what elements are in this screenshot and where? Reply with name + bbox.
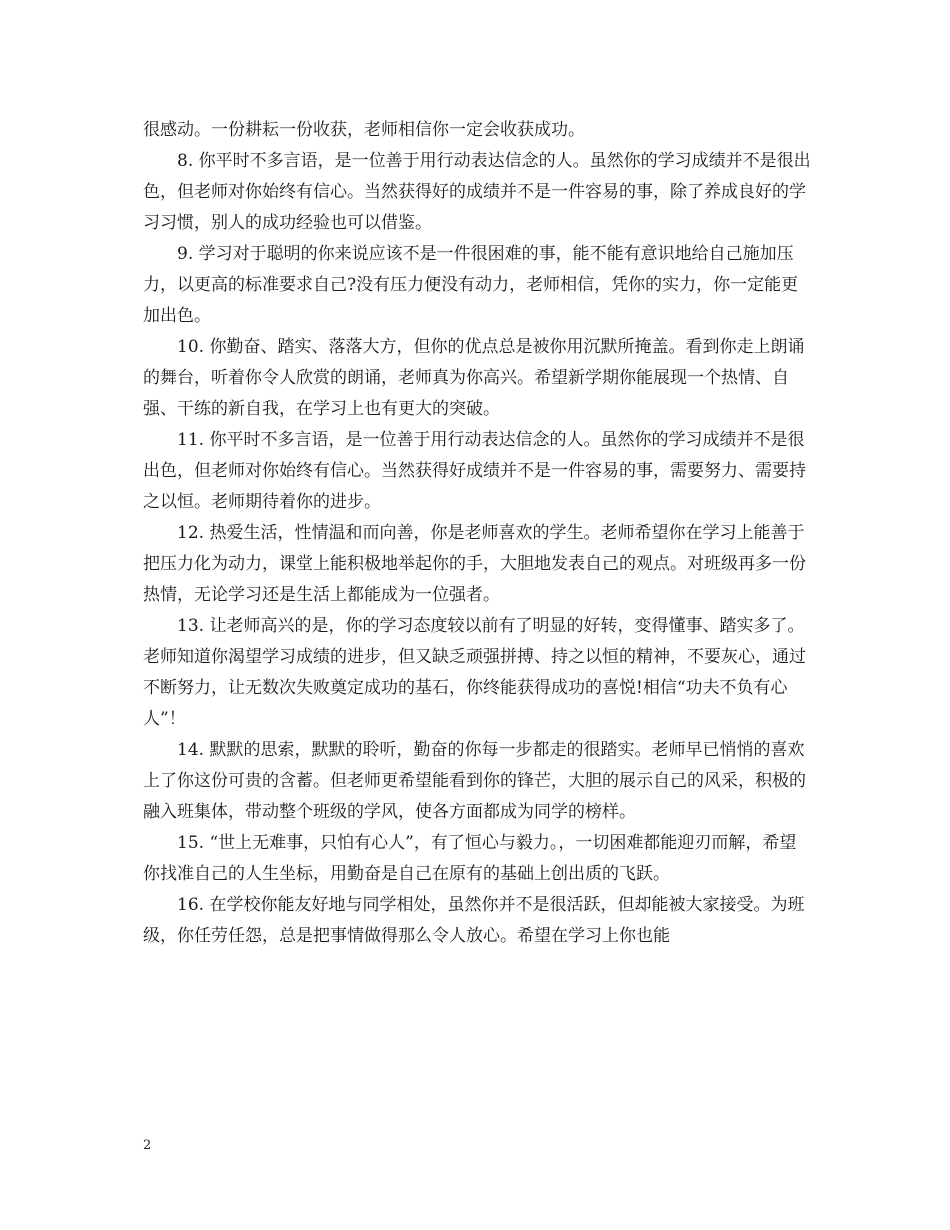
page-number: 2 bbox=[143, 1138, 152, 1153]
paragraph-continuation: 很感动。一份耕耘一份收获，老师相信你一定会收获成功。 bbox=[143, 120, 585, 140]
paragraph-comment-14: 14. 默默的思索，默默的聆听，勤奋的你每一步都走的很踏实。老师早已悄悄的喜欢上了你这份可贵的含蓄。但老师更希望能看到你的锋芒，大胆的展示自己的风采，积极的融入班集体，带动整个班级的学风，使各方面都成为同学的榜样。 bbox=[143, 740, 806, 822]
paragraph-comment-13: 13. 让老师高兴的是，你的学习态度较以前有了明显的好转，变得懂事、踏实多了。老师知道你渴望学习成绩的进步，但又缺乏顽强拼搏、持之以恒的精神，不要灰心，通过不断努力，让无数次失败奠定成功的基石，你终能获得成功的喜悦!相信“功夫不负有心人”！ bbox=[143, 616, 806, 729]
paragraph-comment-9: 9. 学习对于聪明的你来说应该不是一件很困难的事，能不能有意识地给自己施加压力，以更高的标准要求自己?没有压力便没有动力，老师相信，凭你的实力，你一定能更加出色。 bbox=[143, 244, 799, 326]
paragraph-comment-12: 12. 热爱生活，性情温和而向善，你是老师喜欢的学生。老师希望你在学习上能善于把压力化为动力，课堂上能积极地举起你的手，大胆地发表自己的观点。对班级再多一份热情，无论学习还是生活上都能成为一位强者。 bbox=[143, 523, 806, 605]
document-body bbox=[143, 115, 813, 952]
paragraph-comment-16: 16. 在学校你能友好地与同学相处，虽然你并不是很活跃，但却能被大家接受。为班级，你任劳任怨，总是把事情做得那么令人放心。希望在学习上你也能 bbox=[143, 895, 805, 946]
paragraph-comment-15: 15. “世上无难事，只怕有心人”，有了恒心与毅力。，一切困难都能迎刃而解，希望你找准自己的人生坐标，用勤奋是自己在原有的基础上创出质的飞跃。 bbox=[143, 833, 797, 884]
paragraph-comment-10: 10. 你勤奋、踏实、落落大方，但你的优点总是被你用沉默所掩盖。看到你走上朗诵的舞台，听着你令人欣赏的朗诵，老师真为你高兴。希望新学期你能展现一个热情、自强、干练的新自我，在学习上也有更大的突破。 bbox=[143, 337, 805, 419]
paragraph-comment-11: 11. 你平时不多言语，是一位善于用行动表达信念的人。虽然你的学习成绩并不是很出色，但老师对你始终有信心。当然获得好成绩并不是一件容易的事，需要努力、需要持之以恒。老师期待着你的进步。 bbox=[143, 430, 806, 512]
paragraph-comment-8: 8. 你平时不多言语，是一位善于用行动表达信念的人。虽然你的学习成绩并不是很出色，但老师对你始终有信心。当然获得好的成绩并不是一件容易的事，除了养成良好的学习习惯，别人的成功经验也可以借鉴。 bbox=[143, 151, 811, 233]
